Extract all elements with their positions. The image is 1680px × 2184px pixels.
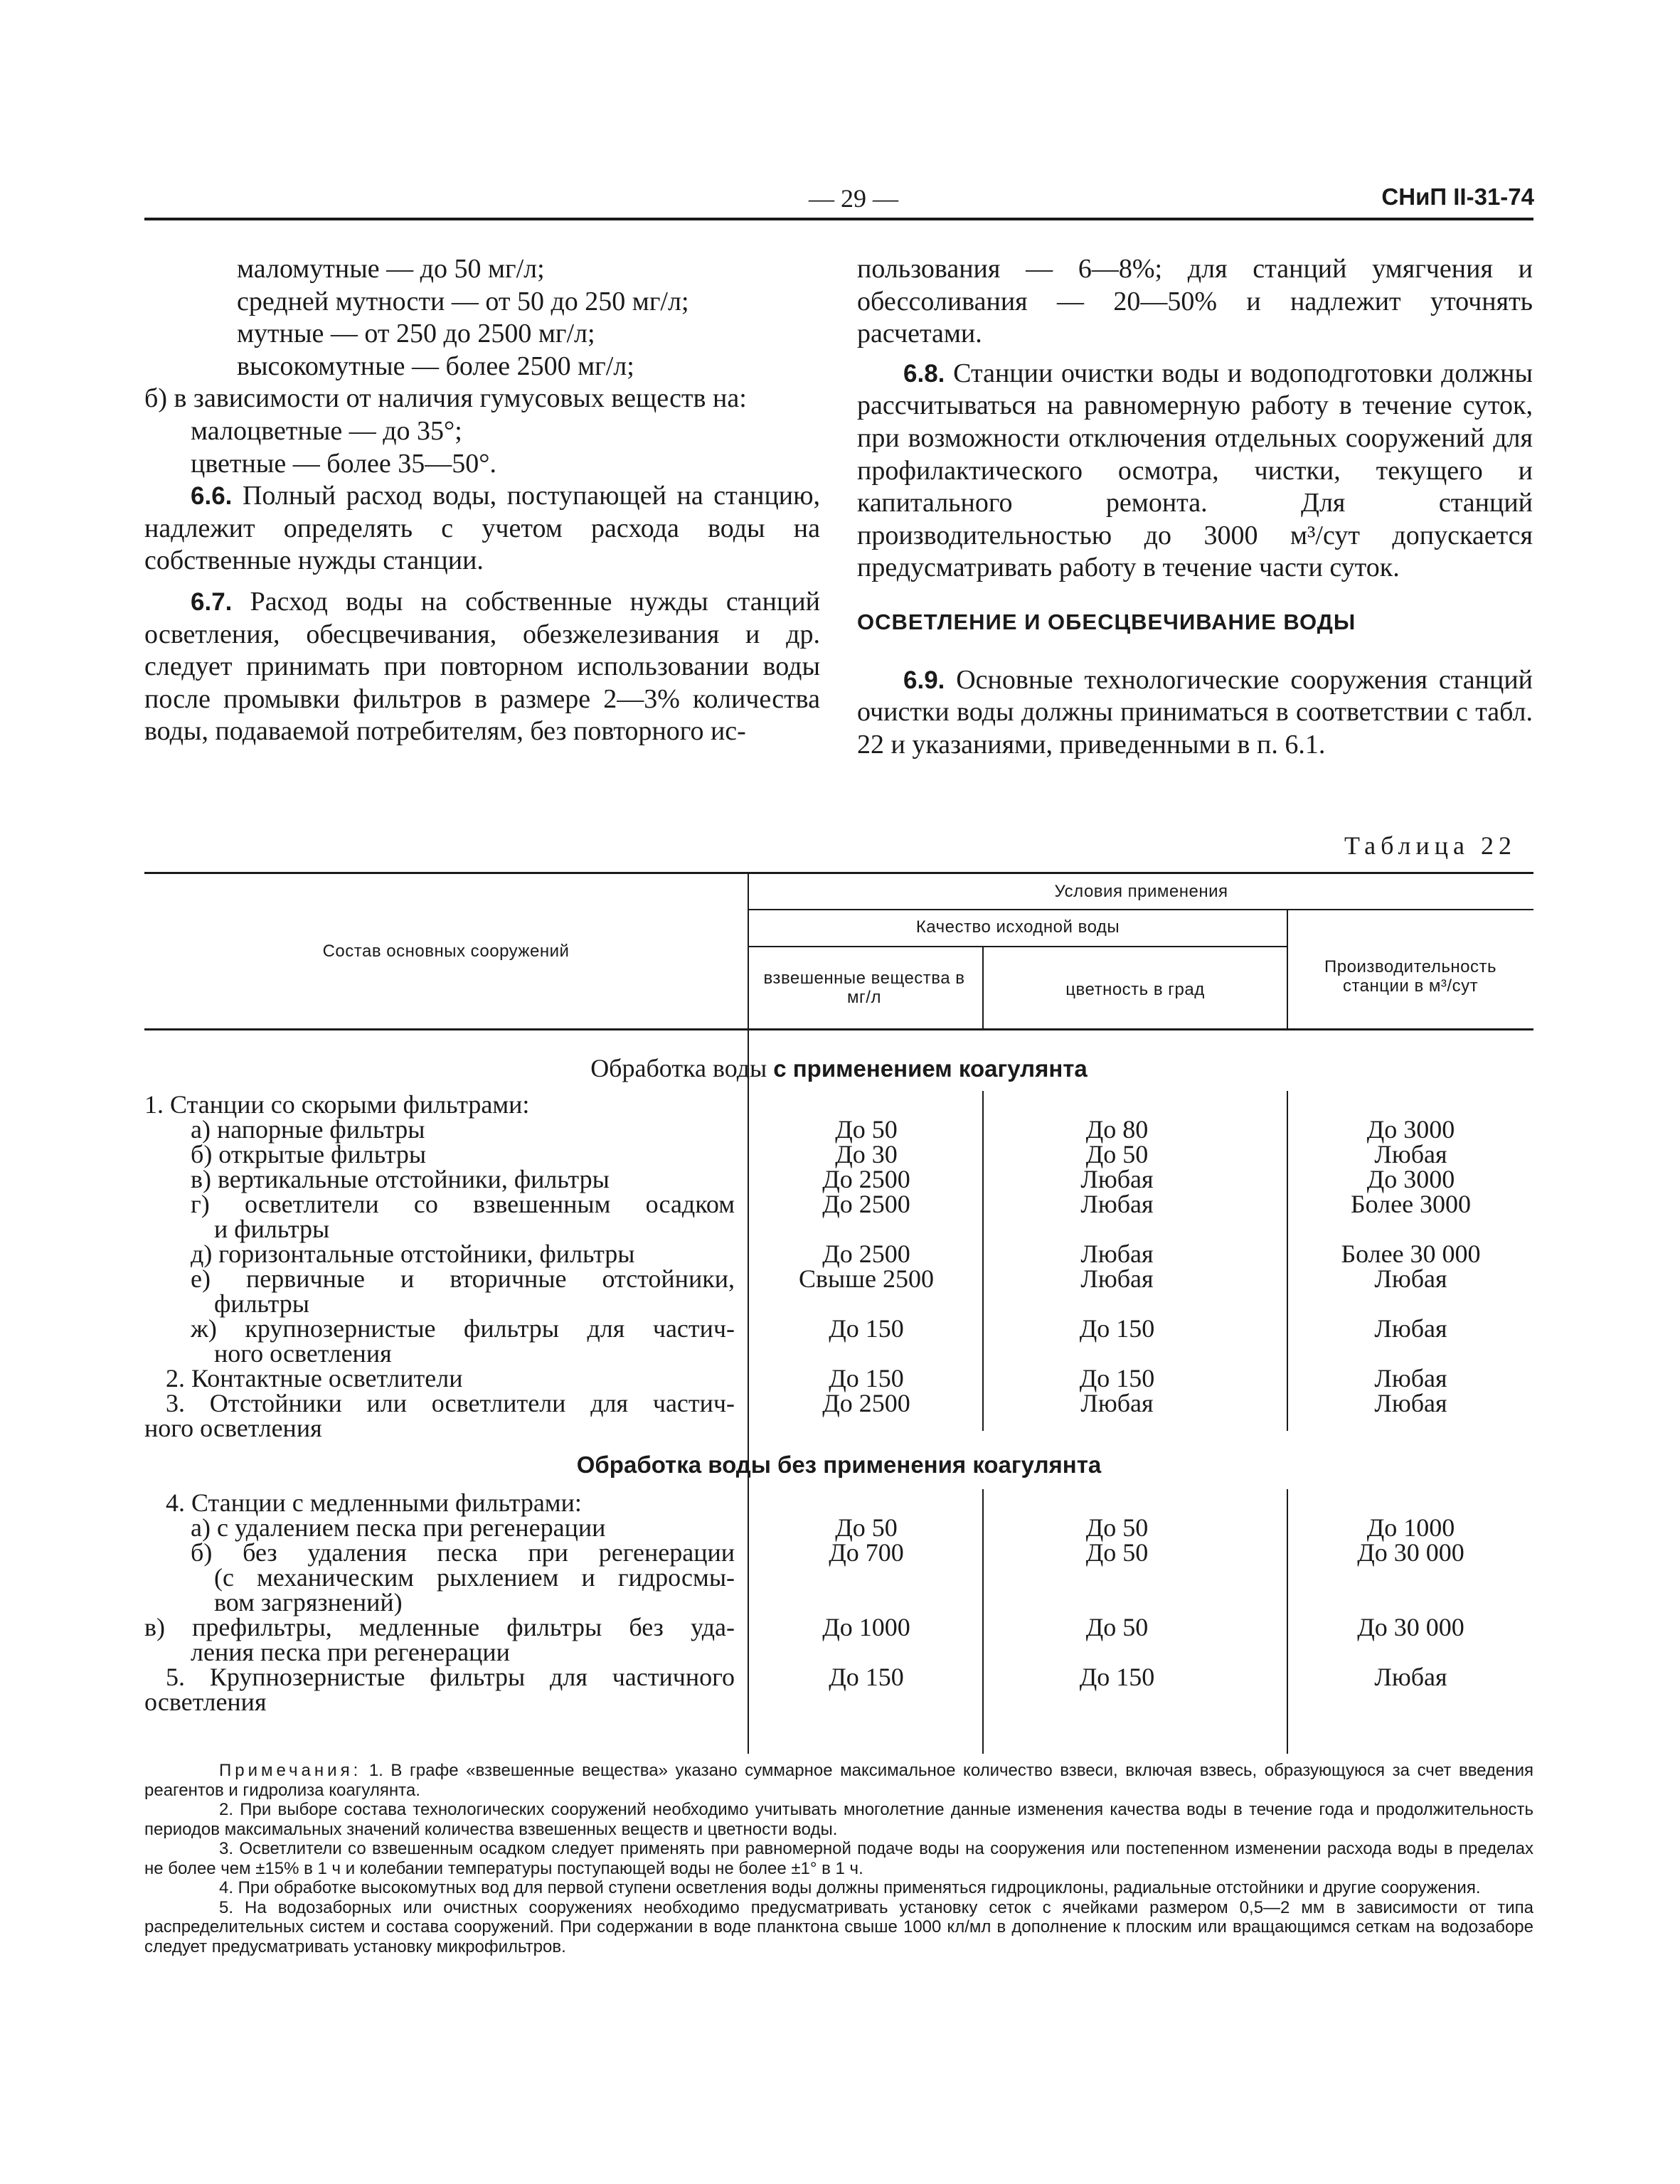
cell-color: До 50 [1085,1538,1149,1567]
row-name: б) открытые фильтры [191,1140,427,1168]
header-source-quality: Качество исходной воды [915,917,1120,937]
header-capacity: Производительность станции в м³/сут [1324,957,1496,996]
row-name: 2. Контактные осветлители [166,1364,463,1392]
row-name: а) напорные фильтры [191,1115,425,1144]
header-conditions: Условия применения [1054,882,1228,901]
header-rule [749,946,1288,947]
cell-capacity: Любая [1374,1314,1447,1343]
table-top-rule [144,872,1533,874]
row-name: в) префильтры, медленные фильтры без уда- [144,1613,735,1641]
cell-suspended: До 2500 [822,1240,910,1268]
note-4: 4. При обработке высокомутных вод для первой ступени осветления воды должны применяться гидроциклоны, радиальные отстойники и другие сооружения. [219,1878,1481,1897]
cell-suspended: До 50 [835,1115,898,1144]
table-notes [144,1761,1533,1956]
header-composition: Состав основных сооружений [322,942,570,961]
paragraph-6-9 [857,664,1533,762]
cell-color: Любая [1080,1190,1154,1218]
turbidity-item: средней мутности — от 50 до 250 мг/л; [237,286,689,316]
column-divider [1287,909,1288,1030]
header-suspended: взвешенные вещества в мг/л [763,969,965,1007]
section-title-plain: Обработка воды [590,1054,767,1082]
header-rule [144,218,1533,220]
row-name-continued: фильтры [214,1289,309,1318]
cell-color: До 80 [1085,1115,1149,1144]
paragraph-text: Станции очистки воды и водоподготовки должны рассчитываться на равномерную работу в течение суток, при возможности отключения отдельных сооружений для профилактического осмотра, чистки, текущего и капитального ремонта. Для станций производительностью до 3000 м³/сут допускается предусматривать работу в течение части суток. [857,358,1533,583]
cell-suspended: До 50 [835,1513,898,1542]
paragraph-6-7-continued: пользования — 6—8%; для станций умягчения и обессоливания — 20—50% и надлежит уточнять расчетами. [857,254,1533,349]
cell-capacity: Более 3000 [1350,1190,1472,1218]
header-bottom-rule [144,1028,1533,1030]
cell-capacity: Любая [1374,1663,1447,1691]
cell-color: До 150 [1079,1314,1155,1343]
right-column [857,253,1533,761]
paragraph-6-6 [144,480,820,577]
turbidity-item: маломутные — до 50 мг/л; [237,254,545,284]
document-code: СНиП II-31-74 [1381,183,1534,210]
paragraph-text: Полный расход воды, поступающей на станцию, надлежит определять с учетом расхода воды на собственные нужды станции. [144,481,821,576]
cell-suspended: До 2500 [822,1190,910,1218]
cell-capacity: Любая [1374,1140,1447,1168]
note-1 [144,1761,1533,1800]
row-name-continued: (с механическим рыхлением и гидросмы- [214,1563,735,1592]
page-number: — 29 — [809,184,898,213]
row-name-continued: осветления [144,1688,267,1716]
row-name-continued: вом загрязнений) [214,1588,403,1616]
clause-number: 6.8. [903,359,945,388]
cell-suspended: До 30 [835,1140,898,1168]
cell-capacity: До 30 000 [1357,1613,1464,1641]
section-title-plain: Обработка воды [576,1451,771,1478]
left-column [144,253,820,748]
section-title-bold: с применением коагулянта [773,1055,1088,1082]
header-color: цветность в град [1065,980,1205,999]
row-name-continued: ного осветления [214,1339,392,1368]
cell-suspended: Свыше 2500 [799,1264,934,1293]
cell-suspended: До 1000 [822,1613,910,1641]
section-title-bold: без применения коагулянта [777,1451,1102,1478]
cell-capacity: До 30 000 [1357,1538,1464,1567]
row-name: 5. Крупнозернистые фильтры для частичного [166,1663,735,1691]
section-title-coagulant [144,1053,1533,1083]
cell-color: До 50 [1085,1613,1149,1641]
row-name: 3. Отстойники или осветлители для частич- [166,1389,735,1417]
row-name-continued: ления песка при регенерации [191,1638,510,1666]
color-item: малоцветные — до 35°; [191,415,462,446]
section-heading: ОСВЕТЛЕНИЕ И ОБЕСЦВЕЧИВАНИЕ ВОДЫ [857,609,1356,634]
cell-suspended: До 2500 [822,1165,910,1193]
cell-capacity: Более 30 000 [1341,1240,1481,1268]
color-item: цветные — более 35—50°. [191,448,496,479]
cell-color: До 150 [1079,1663,1155,1691]
row-name: ж) крупнозернистые фильтры для частич- [191,1314,735,1343]
note-5: 5. На водозаборных или очистных сооружениях необходимо предусматривать установку сеток с ячейками размером 0,5—2 мм в зависимости от типа распределительных систем и состава сооружений. При содержании в воде планктона свыше 1000 кл/мл в дополнение к плоским или вращающимся сеткам на водозаборе следует предусматривать установку микрофильтров. [144,1897,1533,1956]
clause-number: 6.9. [903,666,945,694]
row-name: е) первичные и вторичные отстойники, [191,1264,735,1293]
cell-suspended: До 150 [829,1314,904,1343]
paragraph-text: Расход воды на собственные нужды станций осветления, обесцвечивания, обезжелезивания и др. следует принимать при повторном использовании воды после промывки фильтров в размере 2—3% количества воды, подаваемой потребителям, без повторного ис- [144,586,820,747]
cell-capacity: Любая [1374,1389,1447,1417]
row-name: д) горизонтальные отстойники, фильтры [191,1240,635,1268]
header-rule [749,909,1533,910]
cell-color: До 50 [1085,1140,1149,1168]
note-2: 2. При выборе состава технологических сооружений необходимо учитывать многолетние данные изменения качества воды в течение года и продолжительность периодов максимальных значений количества взвешенных веществ и цветности воды. [144,1800,1533,1839]
note-3: 3. Осветлители со взвешенным осадком следует применять при равномерной подаче воды на сооружения или постепенном изменении расхода воды в пределах не более чем ±15% в 1 ч и колебании температуры поступающей воды не более ±1° в 1 ч. [144,1839,1533,1878]
paragraph-6-8 [857,358,1533,585]
clause-number: 6.7. [191,587,233,616]
cell-color: Любая [1080,1389,1154,1417]
cell-suspended: До 150 [829,1364,904,1392]
row-name-continued: ного осветления [144,1414,322,1442]
note-text: 1. В графе «взвешенные вещества» указано суммарное максимальное количество взвеси, включая взвесь, образующуюся за счет введения реагентов и гидролиза коагулянта. [144,1761,1534,1800]
table-label: Таблица 22 [1344,831,1516,860]
cell-suspended: До 700 [829,1538,904,1567]
cell-capacity: Любая [1374,1364,1447,1392]
row-name: 1. Станции со скорыми фильтрами: [144,1090,530,1119]
turbidity-item: мутные — от 250 до 2500 мг/л; [237,319,595,349]
paragraph-text: Основные технологические сооружения станций очистки воды должны приниматься в соответствии с табл. 22 и указаниями, приведенными в п. 6.1. [857,664,1533,760]
row-name: б) без удаления песка при регенерации [191,1538,735,1567]
section-title-no-coagulant [144,1449,1533,1479]
row-name: 4. Станции с медленными фильтрами: [166,1488,582,1517]
clause-number: 6.6. [191,482,233,511]
humus-intro: б) в зависимости от наличия гумусовых веществ на: [144,383,747,414]
turbidity-item: высокомутные — более 2500 мг/л; [237,351,634,381]
row-name: в) вертикальные отстойники, фильтры [191,1165,610,1193]
cell-suspended: До 2500 [822,1389,910,1417]
cell-color: До 50 [1085,1513,1149,1542]
cell-color: Любая [1080,1264,1154,1293]
row-name: а) с удалением песка при регенерации [191,1513,606,1542]
paragraph-6-7 [144,586,820,748]
cell-color: Любая [1080,1165,1154,1193]
row-name-continued: и фильтры [214,1215,330,1243]
cell-color: До 150 [1079,1364,1155,1392]
notes-title: Примечания: [219,1761,362,1780]
cell-capacity: До 1000 [1366,1513,1455,1542]
cell-capacity: До 3000 [1366,1115,1455,1144]
cell-capacity: До 3000 [1366,1165,1455,1193]
cell-suspended: До 150 [829,1663,904,1691]
cell-capacity: Любая [1374,1264,1447,1293]
table-22 [144,872,1533,1754]
cell-color: Любая [1080,1240,1154,1268]
row-name: г) осветлители со взвешенным осадком [191,1190,735,1218]
